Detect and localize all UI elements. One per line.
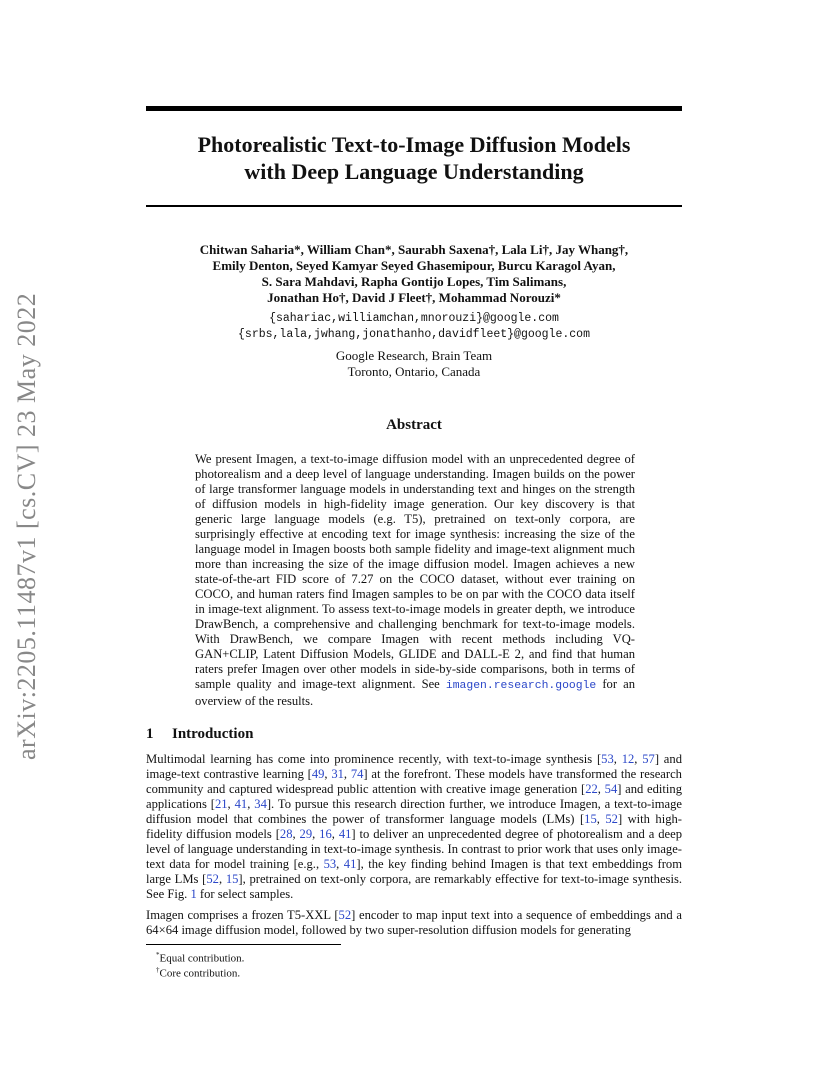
citation-link[interactable]: 12 xyxy=(621,752,635,766)
email-line-1: {sahariac,williamchan,mnorouzi}@google.com xyxy=(269,312,559,325)
affiliation-line-1: Google Research, Brain Team xyxy=(335,348,493,363)
citation-link[interactable]: 52 xyxy=(605,812,618,826)
paragraph-text: ]. To pursue this research direction further, we introduce Imagen, a text-to-image diffusion model that combines the power of transformer language models (LMs) [ xyxy=(146,797,683,826)
intro-paragraph-1 xyxy=(146,752,682,902)
citation-link[interactable]: 41 xyxy=(343,857,357,871)
citation-link[interactable]: 29 xyxy=(299,827,313,841)
citation-link[interactable]: 34 xyxy=(254,797,267,811)
citation-link[interactable]: 31 xyxy=(331,767,344,781)
arxiv-stamp: arXiv:2205.11487v1 [cs.CV] 23 May 2022 xyxy=(12,292,41,760)
citation-link[interactable]: 57 xyxy=(642,752,655,766)
citation-link[interactable]: 53 xyxy=(323,857,337,871)
abstract-text: We present Imagen, a text-to-image diffusion model with an unprecedented degree of photorealism and a deep level of language understanding. Imagen builds on the power of large transformer language models in understanding text and hinges on the strength of diffusion models in high-fidelity image generation. Our key discovery is that generic large language models (e.g. T5), pretrained on text-only corpora, are surprisingly effective at encoding text for image synthesis: increasing the size of the language model in Imagen boosts both sample fidelity and image-text alignment much more than increasing the size of the image diffusion model. Imagen achieves a new state-of-the-art FID score of 7.27 on the COCO dataset, without ever training on COCO, and human raters find Imagen samples to be on par with the COCO data itself in image-text alignment. To assess text-to-image models in greater depth, we introduce DrawBench, a comprehensive and challenging benchmark for text-to-image models. With DrawBench, we compare Imagen with recent methods including VQ-GAN+CLIP, Latent Diffusion Models, GLIDE and DALL-E 2, and find that human raters prefer Imagen over other models in side-by-side comparisons, both in terms of sample quality and image-text alignment. See xyxy=(195,452,635,691)
citation-link[interactable]: 16 xyxy=(319,827,332,841)
project-link[interactable]: imagen.research.google xyxy=(445,680,597,692)
author-line-2: Emily Denton, Seyed Kamyar Seyed Ghasemipour, Burcu Karagol Ayan, xyxy=(212,258,616,273)
footnote-rule xyxy=(146,944,341,945)
footnote-1-mark: * xyxy=(156,951,160,959)
paragraph-text: ] to deliver an unprecedented degree of photorealism and a deep level of language understanding in text-to-image synthesis. In contrast to prior work that uses only image-text data for model training [e.g., xyxy=(146,827,682,871)
paragraph-text: , xyxy=(336,857,344,871)
author-line-4: Jonathan Ho†, David J Fleet†, Mohammad Norouzi* xyxy=(267,290,561,305)
citation-link[interactable]: 21 xyxy=(214,797,228,811)
paragraph-text: ], pretrained on text-only corpora, are remarkably effective for text-to-image synthesis. See Fig. xyxy=(146,872,683,901)
citation-link[interactable]: 28 xyxy=(279,827,293,841)
citation-link[interactable]: 15 xyxy=(225,872,239,886)
citation-link[interactable]: 54 xyxy=(604,782,618,796)
paragraph-text: ] and image-text contrastive learning [ xyxy=(146,752,682,781)
author-line-3: S. Sara Mahdavi, Rapha Gontijo Lopes, Tim Salimans, xyxy=(261,274,567,289)
footnote-2-mark: † xyxy=(156,966,160,974)
paragraph-text: , xyxy=(597,782,605,796)
paragraph-text: ] and editing applications [ xyxy=(146,782,682,811)
paragraph-text: Multimodal learning has come into prominence recently, with text-to-image synthesis [ xyxy=(146,752,602,766)
paragraph-text: , xyxy=(292,827,300,841)
footnote-1-text: Equal contribution. xyxy=(159,952,245,965)
paragraph-text: , xyxy=(247,797,255,811)
paragraph-text: , xyxy=(634,752,643,766)
citation-link[interactable]: 74 xyxy=(350,767,364,781)
paragraph-text: , xyxy=(312,827,320,841)
title-bottom-rule xyxy=(146,205,682,207)
paragraph-text: Imagen comprises a frozen T5-XXL [ xyxy=(146,908,339,922)
paragraph-text: , xyxy=(343,767,351,781)
citation-link[interactable]: 22 xyxy=(585,782,598,796)
author-list xyxy=(146,242,682,306)
title-line-2: with Deep Language Understanding xyxy=(244,159,584,184)
abstract-body xyxy=(195,452,635,709)
paragraph-text: , xyxy=(596,812,606,826)
citation-link[interactable]: 52 xyxy=(206,872,219,886)
footnote-2 xyxy=(156,963,240,982)
paragraph-text: ] at the forefront. These models have transformed the research community and captured widespread public attention with creative image generation [ xyxy=(146,767,682,796)
citation-link[interactable]: 49 xyxy=(311,767,325,781)
paragraph-text: ], the key finding behind Imagen is that text embeddings from large LMs [ xyxy=(146,857,682,886)
abstract-heading: Abstract xyxy=(386,417,442,433)
paragraph-text: , xyxy=(218,872,226,886)
author-emails xyxy=(146,311,682,343)
abstract-tail: for an overview of the results. xyxy=(195,677,635,708)
paragraph-text: , xyxy=(324,767,332,781)
citation-link[interactable]: 41 xyxy=(338,827,352,841)
citation-link[interactable]: 41 xyxy=(234,797,248,811)
section-number: 1 xyxy=(146,726,154,742)
intro-paragraph-2 xyxy=(146,908,682,938)
section-title: Introduction xyxy=(172,726,254,742)
affiliation-line-2: Toronto, Ontario, Canada xyxy=(347,364,481,379)
paragraph-text: , xyxy=(331,827,339,841)
footnote-2-text: Core contribution. xyxy=(159,967,241,980)
email-line-2: {srbs,lala,jwhang,jonathanho,davidfleet}@google.com xyxy=(238,328,590,341)
paragraph-text: ] encoder to map input text into a sequence of embeddings and a 64×64 image diffusion model, followed by two super-resolution diffusion models for generating xyxy=(146,908,682,937)
title-top-rule xyxy=(146,106,682,111)
citation-link[interactable]: 15 xyxy=(584,812,597,826)
paragraph-text: for select samples. xyxy=(196,887,294,901)
author-line-1: Chitwan Saharia*, William Chan*, Saurabh Saxena†, Lala Li†, Jay Whang†, xyxy=(199,242,629,257)
citation-link[interactable]: 52 xyxy=(338,908,352,922)
citation-link[interactable]: 53 xyxy=(601,752,614,766)
paragraph-text: ] with high-fidelity diffusion models [ xyxy=(146,812,683,841)
paragraph-text: , xyxy=(227,797,235,811)
paper-title xyxy=(146,131,682,185)
paragraph-text: , xyxy=(613,752,622,766)
affiliation xyxy=(146,348,682,380)
title-line-1: Photorealistic Text-to-Image Diffusion Models xyxy=(197,132,631,157)
citation-link[interactable]: 1 xyxy=(190,887,197,901)
section-heading xyxy=(146,726,253,743)
